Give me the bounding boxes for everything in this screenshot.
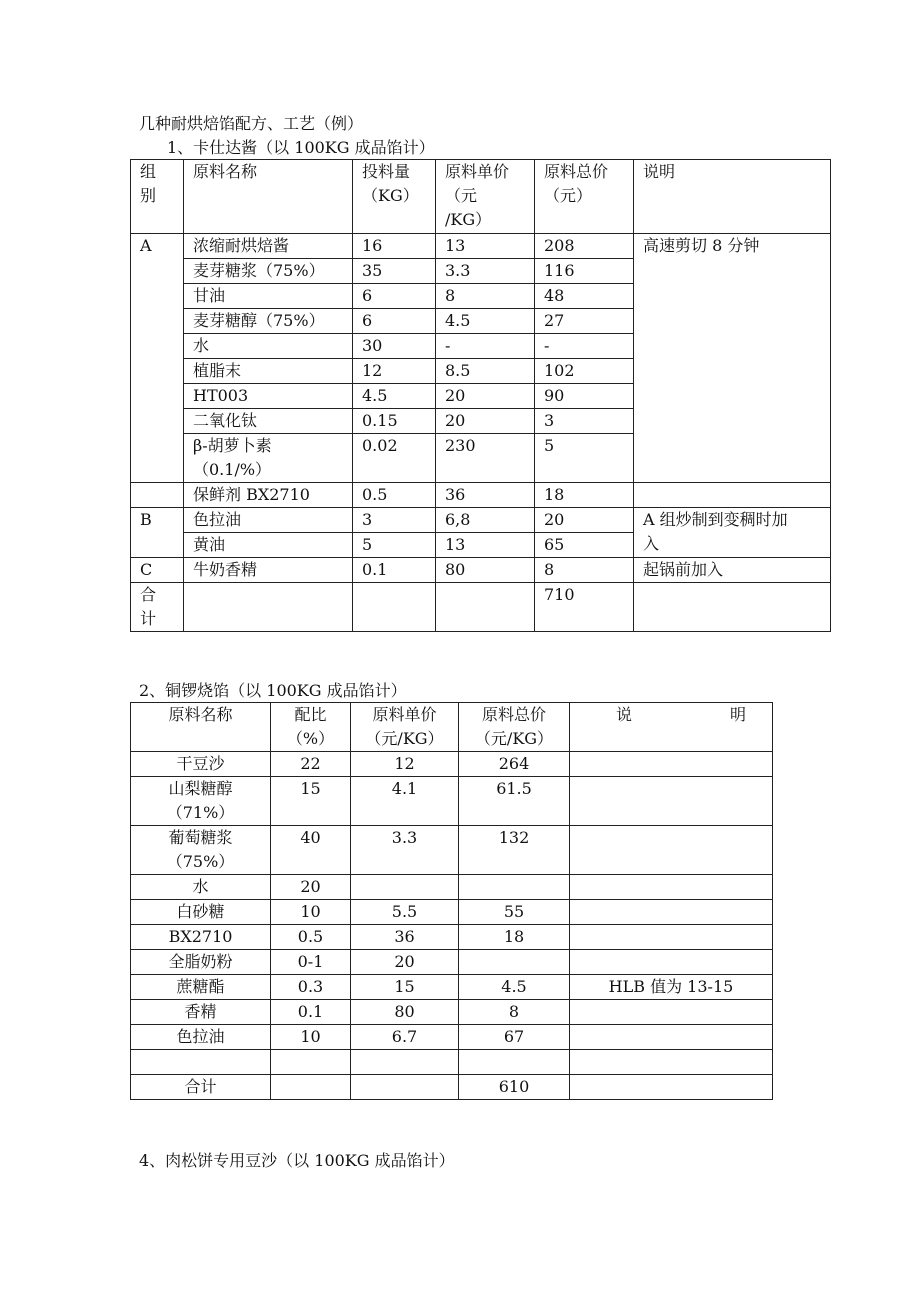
material-name: 白砂糖 [131,900,271,925]
total-price: 5 [535,434,634,483]
unit-price: 230 [436,434,535,483]
table-row [131,975,773,1000]
ratio: 0.1 [271,1000,351,1025]
table-row [131,1000,773,1025]
total-price: 8 [535,558,634,583]
material-name: 全脂奶粉 [131,950,271,975]
total-price: 3 [535,409,634,434]
ratio: 0.3 [271,975,351,1000]
empty-row [131,1050,773,1075]
empty-note-cell [634,483,831,508]
ratio: 10 [271,900,351,925]
group-c-label: C [131,558,184,583]
table-row [131,900,773,925]
quantity: 6 [353,309,436,334]
ratio: 20 [271,875,351,900]
note [570,777,773,826]
table-row [131,1025,773,1050]
total-price: - [535,334,634,359]
section-1-title: 1、卡仕达酱（以 100KG 成品馅计） [167,138,435,157]
material-name: 甘油 [184,284,353,309]
unit-price: 15 [351,975,459,1000]
quantity: 4.5 [353,384,436,409]
custard-recipe-table [130,159,831,632]
unit-price: 8 [436,284,535,309]
total-price: 264 [459,752,570,777]
total-price: 116 [535,259,634,284]
quantity: 5 [353,533,436,558]
table-header-row [131,160,831,234]
total-price: 20 [535,508,634,533]
note [570,1025,773,1050]
total-price: 208 [535,234,634,259]
sum-row [131,1075,773,1100]
quantity: 30 [353,334,436,359]
header-qty: 投料量 （KG） [362,162,419,205]
total-price: 18 [459,925,570,950]
unit-price: 4.1 [351,777,459,826]
unit-price: 80 [436,558,535,583]
note [570,925,773,950]
group-a-label: A [131,234,184,483]
material-name: 色拉油 [184,508,353,533]
quantity: 35 [353,259,436,284]
table-row [131,875,773,900]
note [570,875,773,900]
empty-group-cell [131,483,184,508]
material-name: 山梨糖醇 （71%） [166,779,235,822]
material-name: 色拉油 [131,1025,271,1050]
unit-price: 80 [351,1000,459,1025]
material-name: 水 [131,875,271,900]
group-a-note: 高速剪切 8 分钟 [634,234,831,483]
material-name: 蔗糖酯 [131,975,271,1000]
total-price: 55 [459,900,570,925]
table-row [131,826,773,875]
unit-price: 13 [436,533,535,558]
total-price [459,950,570,975]
note [570,826,773,875]
material-name: 香精 [131,1000,271,1025]
unit-price: 20 [351,950,459,975]
header-name: 原料名称 [131,703,271,752]
quantity: 3 [353,508,436,533]
unit-price: 13 [436,234,535,259]
unit-price: 3.3 [436,259,535,284]
total-price: 61.5 [459,777,570,826]
note [570,752,773,777]
ratio: 0-1 [271,950,351,975]
ratio: 15 [271,777,351,826]
group-b-label: B [131,508,184,558]
material-name: 葡萄糖浆 （75%） [166,828,235,871]
group-b-note: A 组炒制到变稠时加 入 [643,510,788,553]
total-price: 90 [535,384,634,409]
dorayaki-recipe-table [130,702,773,1100]
sum-label: 合 计 [140,585,157,628]
table-row [131,925,773,950]
unit-price: 6.7 [351,1025,459,1050]
material-name: 保鲜剂 BX2710 [184,483,353,508]
total-price: 27 [535,309,634,334]
unit-price: - [436,334,535,359]
table-row [131,234,831,259]
header-total: 原料总价 （元/KG） [474,705,554,748]
total-price: 4.5 [459,975,570,1000]
material-name: 麦芽糖醇（75%） [184,309,353,334]
note [570,900,773,925]
unit-price: 8.5 [436,359,535,384]
header-note-right: 明 [729,705,746,724]
header-note-left: 说 [616,705,633,724]
quantity: 0.1 [353,558,436,583]
material-name: β-胡萝卜素 （0.1/%） [193,436,272,479]
section-2-title: 2、铜锣烧馅（以 100KG 成品馅计） [139,681,407,700]
ratio: 40 [271,826,351,875]
quantity: 6 [353,284,436,309]
total-price [459,875,570,900]
header-note [570,703,773,752]
document-title: 几种耐烘焙馅配方、工艺（例） [139,114,364,133]
total-price: 132 [459,826,570,875]
table-header-row [131,703,773,752]
sum-label: 合计 [131,1075,271,1100]
ratio: 10 [271,1025,351,1050]
table-row [131,508,831,533]
section-4-title: 4、肉松饼专用豆沙（以 100KG 成品馅计） [139,1151,455,1170]
material-name: 浓缩耐烘焙酱 [184,234,353,259]
material-name: 麦芽糖浆（75%） [184,259,353,284]
table-row [131,752,773,777]
quantity: 0.5 [353,483,436,508]
header-unit-price: 原料单价 （元/KG） [365,705,444,748]
header-group: 组 别 [140,162,157,205]
header-unit-price: 原料单价 （元 /KG） [445,162,510,229]
note: HLB 值为 13-15 [570,975,773,1000]
table-row [131,777,773,826]
note [570,950,773,975]
header-ratio: 配比 （%） [286,705,335,748]
total-price: 102 [535,359,634,384]
header-note: 说明 [634,160,831,234]
table-row [131,483,831,508]
material-name: BX2710 [131,925,271,950]
unit-price: 3.3 [351,826,459,875]
unit-price: 20 [436,384,535,409]
ratio: 22 [271,752,351,777]
unit-price: 6,8 [436,508,535,533]
total-price: 48 [535,284,634,309]
sum-row [131,583,831,632]
unit-price: 5.5 [351,900,459,925]
total-price: 65 [535,533,634,558]
quantity: 0.02 [353,434,436,483]
material-name: 干豆沙 [131,752,271,777]
material-name: 水 [184,334,353,359]
material-name: 植脂末 [184,359,353,384]
unit-price: 12 [351,752,459,777]
table-row [131,558,831,583]
unit-price [351,875,459,900]
unit-price: 20 [436,409,535,434]
quantity: 0.15 [353,409,436,434]
material-name: 牛奶香精 [184,558,353,583]
material-name: 二氧化钛 [184,409,353,434]
note [570,1000,773,1025]
total-price: 18 [535,483,634,508]
total-price: 67 [459,1025,570,1050]
group-c-note: 起锅前加入 [634,558,831,583]
sum-total: 710 [535,583,634,632]
header-name: 原料名称 [184,160,353,234]
table-row [131,950,773,975]
material-name: 黄油 [184,533,353,558]
unit-price: 4.5 [436,309,535,334]
quantity: 12 [353,359,436,384]
material-name: HT003 [184,384,353,409]
total-price: 8 [459,1000,570,1025]
quantity: 16 [353,234,436,259]
unit-price: 36 [351,925,459,950]
unit-price: 36 [436,483,535,508]
header-total: 原料总价 （元） [544,162,609,205]
ratio: 0.5 [271,925,351,950]
sum-total: 610 [459,1075,570,1100]
